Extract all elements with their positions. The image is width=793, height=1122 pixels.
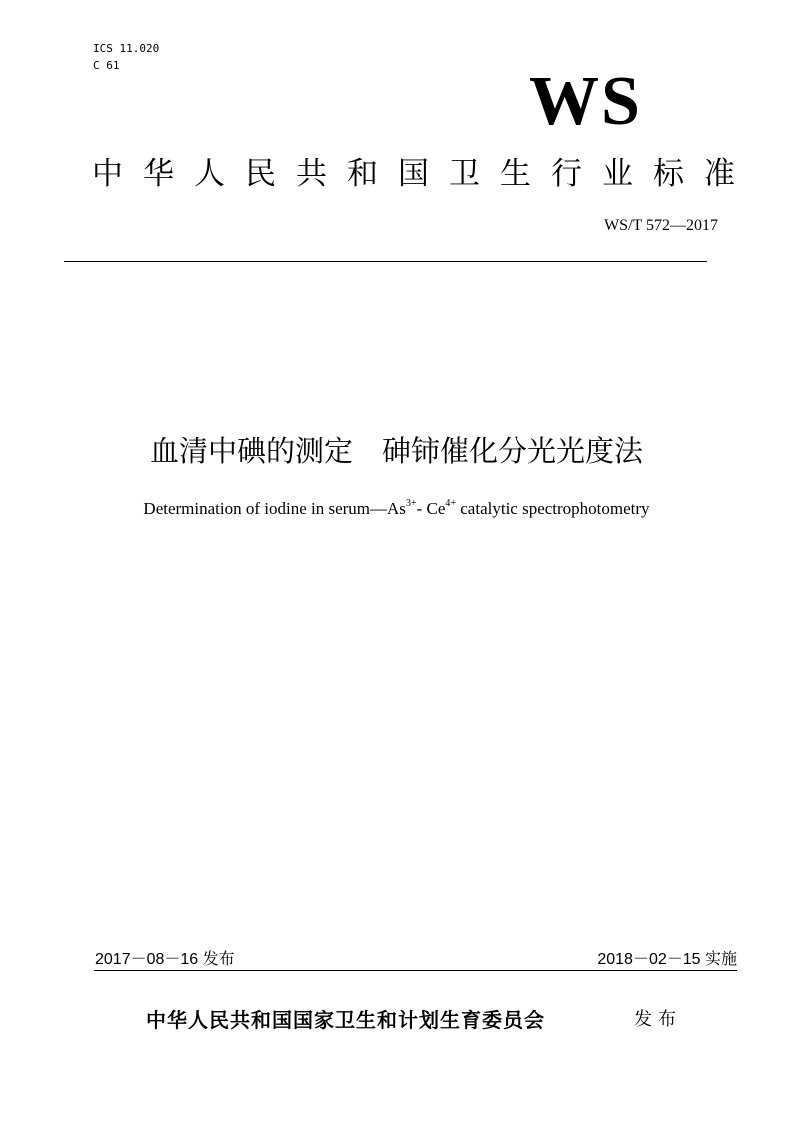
header-divider [64,261,707,262]
issue-label: 发布 [634,1009,682,1030]
footer-divider [94,970,737,971]
title-english-mid: - Ce [416,499,446,518]
national-standard-title: 中华人民共和国卫生行业标准 [92,156,755,192]
standard-number: WS/T 572—2017 [604,217,718,234]
arsenic-charge: 3+ [405,498,417,509]
ics-code: ICS 11.020 [93,42,160,55]
classification-codes [93,40,159,74]
ws-logo [529,66,695,130]
title-chinese: 血清中碘的测定 砷铈催化分光光度法 [149,434,643,468]
ws-logo-text: WS [529,66,642,130]
cerium-charge: 4+ [445,498,457,509]
ccs-code: C 61 [93,59,120,72]
title-english-suffix: catalytic spectrophotometry [456,499,650,518]
title-english-prefix: Determination of iodine in serum—As [143,499,406,518]
publish-date: 2017－08－16 发布 [95,951,235,968]
issuing-authority: 中华人民共和国国家卫生和计划生育委员会 [146,1008,545,1032]
implement-date: 2018－02－15 实施 [597,951,737,968]
title-english [0,497,793,521]
